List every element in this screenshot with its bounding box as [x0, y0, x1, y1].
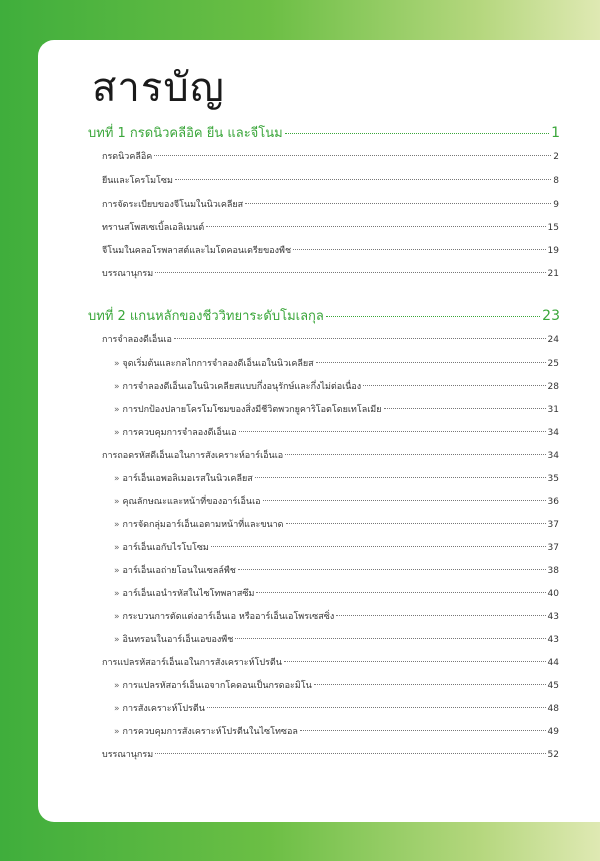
bullet-chevron-icon: »	[114, 566, 120, 576]
toc-subentry[interactable]	[114, 379, 559, 393]
toc-subentry-label: อาร์เอ็นเอถ่ายโอนในเซลล์พืช	[122, 566, 236, 576]
toc-subentry-label: กระบวนการตัดแต่งอาร์เอ็นเอ หรืออาร์เอ็นเอโพรเซสซิ่ง	[122, 612, 335, 622]
toc-section-page: 44	[547, 658, 559, 668]
toc-entry[interactable]	[102, 747, 559, 761]
toc-entry-label: บรรณานุกรม	[102, 269, 154, 279]
leader-dots	[155, 272, 545, 273]
chapter-2-page: 23	[542, 308, 560, 324]
leader-dots	[174, 338, 546, 339]
leader-dots	[316, 362, 546, 363]
toc-subentry-label: การควบคุมการจำลองดีเอ็นเอ	[122, 428, 237, 438]
toc-subentry-label: การควบคุมการสังเคราะห์โปรตีนในไซโทซอล	[122, 727, 298, 737]
bullet-chevron-icon: »	[114, 428, 120, 438]
toc-subentry-label: อินทรอนในอาร์เอ็นเอของพืช	[122, 635, 234, 645]
toc-subentry-label: คุณลักษณะและหน้าที่ของอาร์เอ็นเอ	[122, 497, 261, 507]
toc-subentry-label: จุดเริ่มต้นและกลไกการจำลองดีเอ็นเอในนิวเคลียส	[122, 359, 314, 369]
leader-dots	[384, 408, 546, 409]
leader-dots	[155, 753, 545, 754]
toc-subentry-page: 45	[547, 681, 559, 691]
toc-subentry-page: 40	[547, 589, 559, 599]
bullet-chevron-icon: »	[114, 727, 120, 737]
toc-subentry-label: อาร์เอ็นเอนำรหัสในไซโทพลาสซึม	[122, 589, 255, 599]
toc-entry-page: 8	[553, 176, 559, 186]
toc-subentry[interactable]	[114, 701, 559, 715]
toc-entry-label: การจัดระเบียบของจีโนมในนิวเคลียส	[102, 200, 244, 210]
chapter-1-entry[interactable]	[88, 122, 560, 143]
toc-subentry[interactable]	[114, 540, 559, 554]
toc-subentry-label: การแปลรหัสอาร์เอ็นเอจากโคดอนเป็นกรดอะมิโน	[122, 681, 312, 691]
toc-entry-page: 2	[553, 152, 559, 162]
toc-subentry[interactable]	[114, 356, 559, 370]
toc-section-label: การถอดรหัสดีเอ็นเอในการสังเคราะห์อาร์เอ็นเอ	[102, 451, 284, 461]
bullet-chevron-icon: »	[114, 681, 120, 691]
toc-subentry[interactable]	[114, 425, 559, 439]
toc-section-label: การแปลรหัสอาร์เอ็นเอในการสังเคราะห์โปรตีน	[102, 658, 282, 668]
leader-dots	[314, 684, 546, 685]
bullet-chevron-icon: »	[114, 382, 120, 392]
leader-dots	[211, 546, 546, 547]
leader-dots	[286, 523, 546, 524]
bullet-chevron-icon: »	[114, 520, 120, 530]
leader-dots	[285, 133, 549, 134]
toc-subentry-label: อาร์เอ็นเอกับไรโบโซม	[122, 543, 209, 553]
toc-entry-label: จีโนมในคลอโรพลาสต์และไมโตคอนเดรียของพืช	[102, 246, 292, 256]
toc-entry-label: บรรณานุกรม	[102, 750, 154, 760]
page-title: สารบัญ	[92, 65, 225, 111]
bullet-chevron-icon: »	[114, 612, 120, 622]
bullet-chevron-icon: »	[114, 405, 120, 415]
toc-subentry-label: การจัดกลุ่มอาร์เอ็นเอตามหน้าที่และขนาด	[122, 520, 284, 530]
toc-entry-page: 52	[547, 750, 559, 760]
toc-section-label: การจำลองดีเอ็นเอ	[102, 335, 172, 345]
toc-entry[interactable]	[102, 266, 559, 280]
toc-section[interactable]	[102, 332, 559, 346]
leader-dots	[336, 615, 545, 616]
toc-subentry[interactable]	[114, 402, 559, 416]
toc-subentry[interactable]	[114, 724, 559, 738]
toc-entry-page: 15	[547, 223, 559, 233]
toc-subentry[interactable]	[114, 563, 559, 577]
toc-entry-label: กรดนิวคลีอิค	[102, 152, 153, 162]
toc-entry-label: ทรานสโพสเซเบิ้ลเอลิเมนต์	[102, 223, 205, 233]
toc-subentry-page: 43	[547, 635, 559, 645]
toc-subentry-page: 38	[547, 566, 559, 576]
toc-subentry-page: 48	[547, 704, 559, 714]
chapter-1-page: 1	[551, 125, 560, 141]
leader-dots	[285, 454, 545, 455]
toc-subentry-page: 36	[547, 497, 559, 507]
bullet-chevron-icon: »	[114, 497, 120, 507]
leader-dots	[154, 155, 551, 156]
toc-section-page: 24	[547, 335, 559, 345]
toc-subentry[interactable]	[114, 632, 559, 646]
toc-entry-page: 9	[553, 200, 559, 210]
leader-dots	[284, 661, 546, 662]
leader-dots	[238, 569, 546, 570]
chapter-1-title: บทที่ 1 กรดนิวคลีอิค ยีน และจีโนม	[88, 126, 283, 141]
leader-dots	[256, 592, 545, 593]
leader-dots	[239, 431, 546, 432]
leader-dots	[175, 179, 551, 180]
toc-subentry-page: 35	[547, 474, 559, 484]
toc-entry[interactable]	[102, 197, 559, 211]
toc-subentry-page: 37	[547, 543, 559, 553]
toc-entry-page: 19	[547, 246, 559, 256]
chapter-2-entry[interactable]	[88, 305, 560, 326]
toc-subentry-page: 25	[547, 359, 559, 369]
toc-entry[interactable]	[102, 173, 559, 187]
toc-entry-page: 21	[547, 269, 559, 279]
toc-subentry[interactable]	[114, 494, 559, 508]
toc-section[interactable]	[102, 655, 559, 669]
toc-subentry-label: การจำลองดีเอ็นเอในนิวเคลียสแบบกึ่งอนุรักษ์และกึ่งไม่ต่อเนื่อง	[122, 382, 362, 392]
leader-dots	[293, 249, 545, 250]
leader-dots	[206, 226, 545, 227]
leader-dots	[207, 707, 546, 708]
toc-subentry-page: 43	[547, 612, 559, 622]
leader-dots	[235, 638, 545, 639]
page-card	[38, 40, 600, 822]
leader-dots	[245, 203, 551, 204]
toc-entry[interactable]	[102, 243, 559, 257]
toc-subentry[interactable]	[114, 471, 559, 485]
leader-dots	[255, 477, 546, 478]
toc-subentry[interactable]	[114, 609, 559, 623]
toc-subentry[interactable]	[114, 517, 559, 531]
bullet-chevron-icon: »	[114, 474, 120, 484]
bullet-chevron-icon: »	[114, 359, 120, 369]
leader-dots	[300, 730, 546, 731]
toc-subentry-page: 37	[547, 520, 559, 530]
toc-subentry-page: 34	[547, 428, 559, 438]
bullet-chevron-icon: »	[114, 543, 120, 553]
toc-subentry-page: 49	[547, 727, 559, 737]
toc-subentry[interactable]	[114, 586, 559, 600]
toc-subentry[interactable]	[114, 678, 559, 692]
toc-entry[interactable]	[102, 149, 559, 163]
toc-section[interactable]	[102, 448, 559, 462]
bullet-chevron-icon: »	[114, 635, 120, 645]
toc-subentry-page: 28	[547, 382, 559, 392]
toc-entry-label: ยีนและโครโมโซม	[102, 176, 173, 186]
toc-subentry-label: การปกป้องปลายโครโมโซมของสิ่งมีชีวิตพวกยูคาริโอตโดยเทโลเมีย	[122, 405, 382, 415]
bullet-chevron-icon: »	[114, 704, 120, 714]
toc-subentry-label: อาร์เอ็นเอพอลิเมอเรสในนิวเคลียส	[122, 474, 253, 484]
toc-subentry-page: 31	[547, 405, 559, 415]
bullet-chevron-icon: »	[114, 589, 120, 599]
chapter-2-title: บทที่ 2 แกนหลักของชีววิทยาระดับโมเลกุล	[88, 309, 324, 324]
leader-dots	[263, 500, 546, 501]
toc-section-page: 34	[547, 451, 559, 461]
leader-dots	[326, 316, 540, 317]
toc-entry[interactable]	[102, 220, 559, 234]
leader-dots	[363, 385, 545, 386]
toc-subentry-label: การสังเคราะห์โปรตีน	[122, 704, 205, 714]
